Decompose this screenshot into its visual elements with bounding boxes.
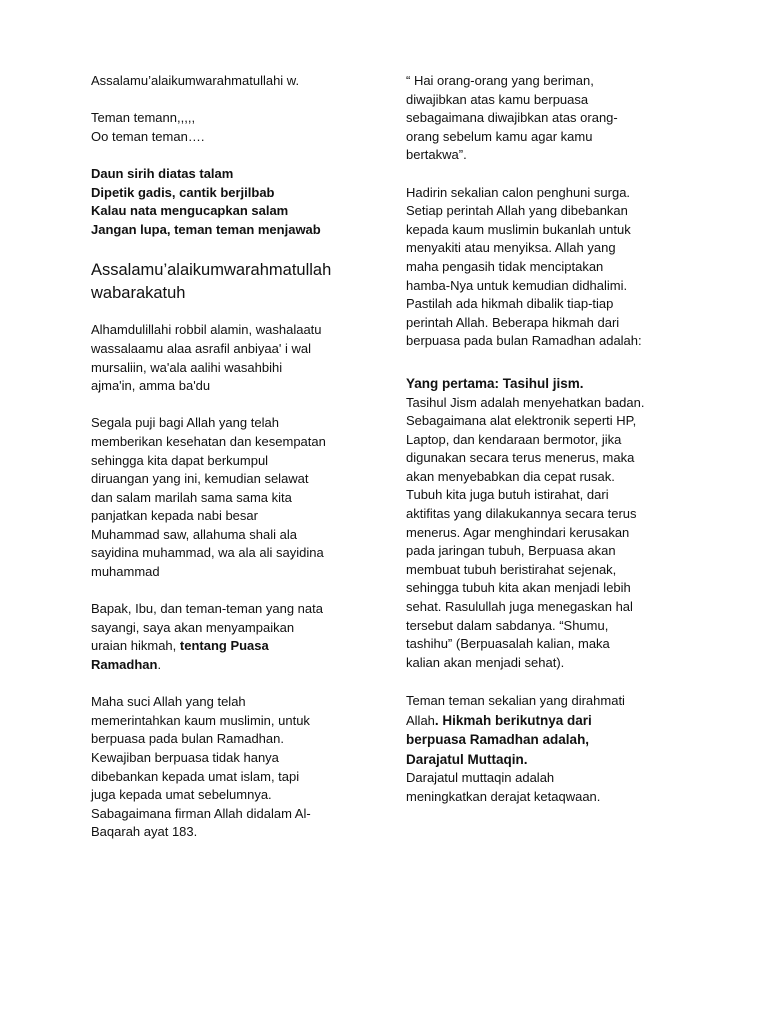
text-line: aktifitas yang dilakukannya secara terus: [406, 506, 637, 522]
left-column: [91, 72, 371, 842]
quote-line: orang sebelum kamu agar kamu: [406, 128, 593, 144]
text-line: Baqarah ayat 183.: [91, 824, 198, 840]
text-line: [91, 637, 371, 656]
text-line: sayangi, saya akan menyampaikan: [91, 619, 295, 635]
text-line: Laptop, dan kendaraan bermotor, jika: [406, 431, 622, 447]
text-line: mursaliin, wa'ala aalihi wasahbihi: [91, 359, 283, 375]
paragraph-tasihul-jism: [406, 394, 696, 673]
text-line: Kewajiban berpuasa tidak hanya: [91, 750, 279, 765]
opening-greeting: Assalamu’alaikumwarahmatullahi w.: [91, 73, 300, 88]
topic-emphasis: . Hikmah berikutnya dari: [434, 712, 592, 728]
topic-emphasis: berpuasa Ramadhan adalah,: [406, 732, 590, 747]
text-line: Tasihul Jism adalah menyehatkan badan.: [406, 394, 645, 410]
paragraph-maha-suci: [91, 693, 371, 842]
text-line: Sebagaimana alat elektronik seperti HP,: [406, 413, 637, 429]
paragraph-alhamdulillah: [91, 321, 371, 395]
text-line: sehat. Rasulullah juga menegaskan hal: [406, 599, 633, 615]
text-span: .: [157, 657, 162, 673]
section-heading-second: Darajatul Muttaqin.: [406, 751, 528, 767]
right-column: [406, 72, 696, 806]
text-line: kepada kaum muslimin bukanlah untuk: [406, 221, 631, 237]
text-line: [406, 711, 696, 731]
salam-heading: [91, 259, 371, 305]
text-line: Segala puji bagi Allah yang telah: [91, 415, 279, 431]
pantun-line: Daun sirih diatas talam: [91, 165, 234, 181]
quote-line: “ Hai orang-orang yang beriman,: [406, 73, 594, 88]
text-line: ajma'in, amma ba'du: [91, 378, 211, 394]
text-line: menyakiti atau menyiksa. Allah yang: [406, 240, 616, 256]
text-line: perintah Allah. Beberapa hikmah dari: [406, 314, 620, 330]
text-line: meningkatkan derajat ketaqwaan.: [406, 788, 601, 804]
text-line: berpuasa pada bulan Ramadhan adalah:: [406, 333, 642, 349]
text-line: [91, 656, 371, 675]
text-line: membuat tubuh beristirahat sejenak,: [406, 561, 617, 577]
text-line: panjatkan kepada nabi besar: [91, 508, 258, 524]
teman-line-2: Oo teman teman….: [91, 128, 205, 144]
text-line: Maha suci Allah yang telah: [91, 694, 246, 710]
text-line: dan salam marilah sama sama kita: [91, 489, 292, 505]
pantun-line: Kalau nata mengucapkan salam: [91, 203, 289, 219]
text-line: Tubuh kita juga butuh istirahat, dari: [406, 487, 609, 503]
topic-emphasis: tentang Puasa: [179, 638, 269, 654]
text-line: memberikan kesehatan dan kesempatan: [91, 433, 326, 449]
text-line: menerus. Agar menghindari kerusakan: [406, 524, 630, 540]
text-span: Allah: [406, 712, 435, 728]
text-line: hamba-Nya untuk kemudian didhalimi.: [406, 277, 628, 293]
text-span: uraian hikmah,: [91, 638, 180, 654]
topic-emphasis: Ramadhan: [91, 657, 158, 673]
text-line: sehingga kita dapat berkumpul: [91, 452, 269, 468]
text-line: Muhammad saw, allahuma shali ala: [91, 526, 297, 542]
quote-line: diwajibkan atas kamu berpuasa: [406, 91, 589, 107]
paragraph-segala-puji: [91, 414, 371, 581]
text-line: Alhamdulillahi robbil alamin, washalaatu: [91, 322, 322, 338]
paragraph-bapak-ibu: [91, 600, 371, 674]
text-line: juga kepada umat sebelumnya.: [91, 787, 272, 803]
text-line: wassalaamu alaa asrafil anbiyaa' i wal: [91, 340, 311, 356]
quran-quote: [406, 72, 696, 165]
teman-line-1: Teman temann,,,,,: [91, 110, 196, 126]
text-line: muhammad: [91, 564, 160, 580]
text-line: maha pengasih tidak menciptakan: [406, 258, 604, 274]
text-line: pada jaringan tubuh, Berpuasa akan: [406, 543, 616, 559]
text-line: Pastilah ada hikmah dibalik tiap-tiap: [406, 296, 614, 312]
text-line: Bapak, Ibu, dan teman-teman yang nata: [91, 601, 323, 617]
text-line: sehingga tubuh kita akan menjadi lebih: [406, 580, 631, 596]
text-line: dibebankan kepada umat islam, tapi: [91, 768, 300, 784]
text-line: tersebut dalam sabdanya. “Shumu,: [406, 617, 609, 633]
text-line: Hadirin sekalian calon penghuni surga.: [406, 184, 631, 200]
text-line: Teman teman sekalian yang dirahmati: [406, 693, 625, 708]
pantun-verse: [91, 165, 371, 239]
text-line: kalian akan menjadi sehat).: [406, 654, 565, 670]
text-line: sayidina muhammad, wa ala ali sayidina: [91, 545, 324, 561]
quote-line: sebagaimana diwajibkan atas orang-: [406, 110, 618, 126]
paragraph-darajatul-muttaqin: [406, 769, 696, 806]
paragraph-hadirin: [406, 184, 696, 351]
text-line: diruangan yang ini, kemudian selawat: [91, 471, 309, 487]
salam-heading-line: wabarakatuh: [91, 284, 186, 303]
quote-line: bertakwa”.: [406, 147, 467, 163]
text-line: digunakan secara terus menerus, maka: [406, 450, 635, 466]
text-line: Darajatul muttaqin adalah: [406, 770, 555, 785]
paragraph-hikmah-berikutnya: [406, 691, 696, 769]
text-line: Sabagaimana firman Allah didalam Al-: [91, 805, 311, 821]
section-heading-first: Yang pertama: Tasihul jism.: [406, 375, 584, 391]
text-line: memerintahkan kaum muslimin, untuk: [91, 712, 310, 728]
salam-heading-line: Assalamu’alaikumwarahmatullah: [91, 261, 332, 280]
text-line: Setiap perintah Allah yang dibebankan: [406, 203, 628, 219]
pantun-line: Jangan lupa, teman teman menjawab: [91, 221, 321, 237]
text-line: berpuasa pada bulan Ramadhan.: [91, 731, 284, 747]
text-line: tashihu” (Berpuasalah kalian, maka: [406, 636, 610, 652]
pantun-line: Dipetik gadis, cantik berjilbab: [91, 184, 275, 200]
text-line: akan menyebabkan dia cepat rusak.: [406, 468, 615, 484]
